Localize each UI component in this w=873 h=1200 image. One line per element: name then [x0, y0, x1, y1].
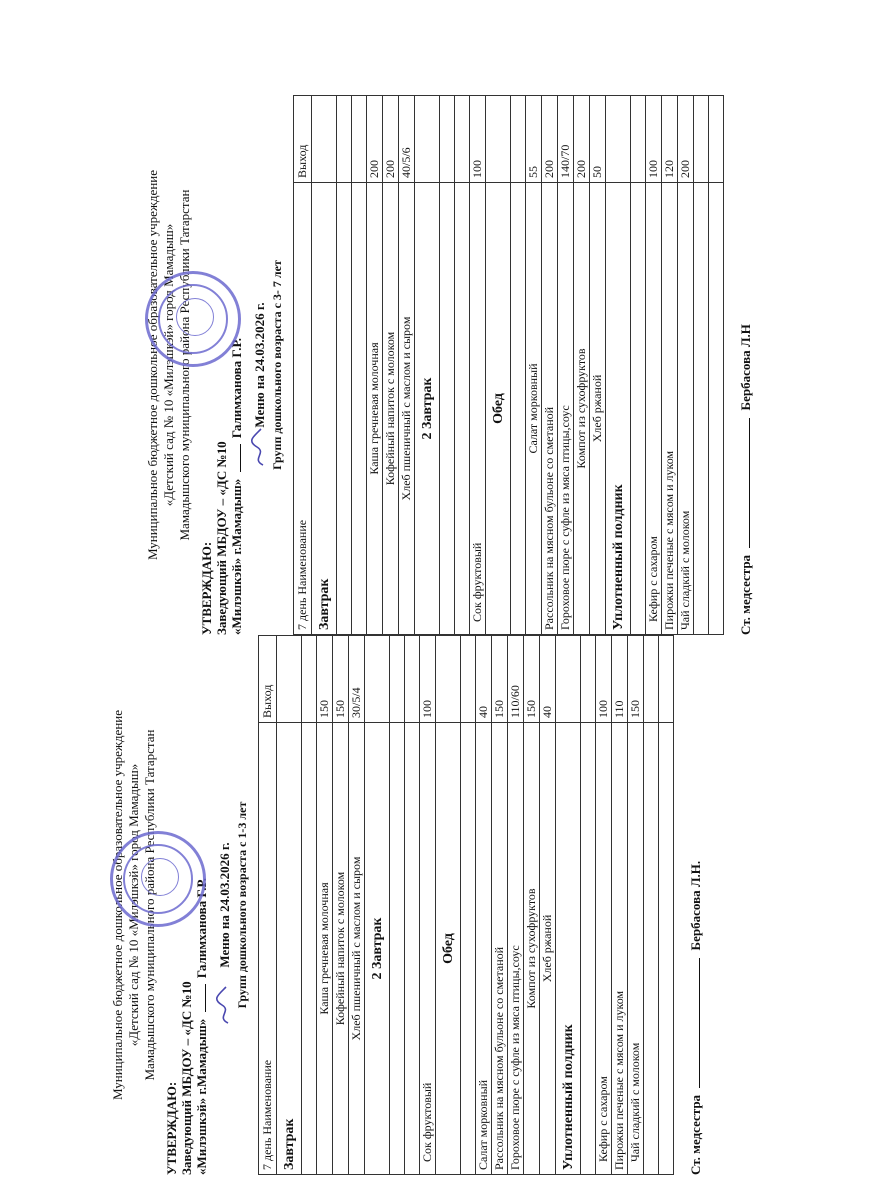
menu-subtitle: Групп дошкольного возраста с 3- 7 лет	[270, 260, 284, 470]
meal-title: Завтрак	[312, 183, 337, 635]
table-row	[476, 636, 492, 1175]
dish-output: 110	[612, 636, 628, 723]
dish-output: 100	[596, 636, 612, 723]
org-line-1: Муниципальное бюджетное дошкольное образовательное учреждение	[110, 710, 125, 1100]
meal-title: 2 Завтрак	[415, 183, 440, 635]
meal-title: 2 Завтрак	[365, 723, 390, 1175]
round-stamp-seal	[145, 271, 241, 367]
dish-name: Кефир с сахаром	[646, 183, 662, 635]
signature-line	[205, 985, 206, 1013]
dish-output: 200	[574, 96, 590, 183]
org-line-3: Мамадышского муниципального района Республики Татарстан	[177, 189, 192, 541]
meal-title: Завтрак	[277, 723, 302, 1175]
dish-output: 150	[317, 636, 333, 723]
dish-name: Компот из сухофруктов	[524, 723, 540, 1175]
meal-row-second-breakfast	[415, 96, 440, 635]
table-row	[526, 96, 542, 635]
meal-title: Уплотненный полдник	[556, 723, 581, 1175]
dish-name: Рассольник на мясном бульоне со сметаной	[542, 183, 558, 635]
approve-line: Заведующий МБДОУ – «ДС №10	[214, 441, 229, 635]
dish-name: Гороховое пюре с суфле из мяса птицы,соус	[558, 183, 574, 635]
table-row	[524, 636, 540, 1175]
signature-director	[249, 427, 269, 467]
signature-line	[749, 418, 750, 548]
signature-line	[240, 445, 241, 473]
dish-name: Рассольник на мясном бульоне со сметаной	[492, 723, 508, 1175]
meal-row-breakfast	[277, 636, 302, 1175]
footer-label: Ст. медсестра	[688, 1094, 703, 1175]
dish-output: 150	[524, 636, 540, 723]
approver-name: Галимханова Г.Р.	[194, 877, 209, 979]
table-row	[367, 96, 383, 635]
dish-output: 200	[678, 96, 694, 183]
dish-output: 100	[470, 96, 486, 183]
dish-output: 120	[662, 96, 678, 183]
table-row	[317, 636, 333, 1175]
menu-title: Меню на 24.03.2026 г.	[252, 302, 267, 428]
dish-name: Каша гречневая молочная	[367, 183, 383, 635]
signature-line	[699, 958, 700, 1088]
dish-name: Салат морковный	[476, 723, 492, 1175]
table-header-row	[259, 636, 277, 1175]
dish-output: 100	[646, 96, 662, 183]
meal-row-second-breakfast	[365, 636, 390, 1175]
menu-subtitle: Групп дошкольного возраста с 1-3 лет	[235, 801, 249, 1009]
col-header-name: 7 день Наименование	[259, 723, 277, 1175]
table-row	[333, 636, 349, 1175]
dish-name: Чай сладкий с молоком	[628, 723, 644, 1175]
org-line-1: Муниципальное бюджетное дошкольное образовательное учреждение	[145, 170, 160, 560]
table-row	[542, 96, 558, 635]
table-row	[596, 636, 612, 1175]
footer-name: Бербасова Л.Н.	[688, 860, 703, 951]
dish-output: 150	[492, 636, 508, 723]
dish-name: Каша гречневая молочная	[317, 723, 333, 1175]
dish-output: 40	[476, 636, 492, 723]
dish-output: 40/5/6	[399, 96, 415, 183]
table-header-row	[294, 96, 312, 635]
col-header-output: Выход	[294, 96, 312, 183]
dish-output: 150	[333, 636, 349, 723]
dish-name: Хлеб ржаной	[590, 183, 606, 635]
dish-output: 150	[628, 636, 644, 723]
round-stamp-seal	[110, 831, 206, 927]
menu-sheet-1-3	[110, 635, 703, 1175]
org-line-3: Мамадышского муниципального района Республики Татарстан	[142, 729, 157, 1081]
dish-name: Пирожки печеные с мясом и луком	[662, 183, 678, 635]
dish-name: Чай сладкий с молоком	[678, 183, 694, 635]
col-header-name: 7 день Наименование	[294, 183, 312, 635]
dish-name: Гороховое пюре с суфле из мяса птицы,соус	[508, 723, 524, 1175]
meal-row-lunch	[436, 636, 461, 1175]
menu-table	[293, 95, 724, 635]
dish-output: 200	[542, 96, 558, 183]
table-row	[574, 96, 590, 635]
table-row	[508, 636, 524, 1175]
dish-name: Кофейный напиток с молоком	[333, 723, 349, 1175]
dish-name: Компот из сухофруктов	[574, 183, 590, 635]
table-row	[420, 636, 436, 1175]
footer-label: Ст. медсестра	[738, 554, 753, 635]
footer-signature	[688, 635, 704, 1175]
menu-sheet-3-7	[145, 95, 753, 635]
approve-label: УТВЕРЖДАЮ:	[164, 1081, 179, 1175]
dish-output: 200	[383, 96, 399, 183]
dish-output: 110/60	[508, 636, 524, 723]
approve-line: Заведующий МБДОУ – «ДС №10	[179, 981, 194, 1175]
table-row	[590, 96, 606, 635]
dish-name: Хлеб ржаной	[540, 723, 556, 1175]
meal-title: Обед	[436, 723, 461, 1175]
menu-table	[258, 635, 674, 1175]
meal-title: Обед	[486, 183, 511, 635]
dish-name: Кефир с сахаром	[596, 723, 612, 1175]
table-row	[678, 96, 694, 635]
meal-row-snack	[606, 96, 631, 635]
meal-title: Уплотненный полдник	[606, 183, 631, 635]
dish-output: 55	[526, 96, 542, 183]
table-row	[558, 96, 574, 635]
table-row	[383, 96, 399, 635]
menu-title: Меню на 24.03.2026 г.	[217, 842, 232, 968]
table-row	[662, 96, 678, 635]
signature-director	[214, 985, 234, 1025]
dish-output: 40	[540, 636, 556, 723]
dish-output: 100	[420, 636, 436, 723]
approve-label: УТВЕРЖДАЮ:	[199, 541, 214, 635]
dish-output: 200	[367, 96, 383, 183]
dish-name: Хлеб пшеничный с маслом и сыром	[349, 723, 365, 1175]
dish-name: Сок фруктовый	[470, 183, 486, 635]
meal-row-breakfast	[312, 96, 337, 635]
dish-output: 30/5/4	[349, 636, 365, 723]
table-row	[349, 636, 365, 1175]
table-row	[612, 636, 628, 1175]
dish-name: Кофейный напиток с молоком	[383, 183, 399, 635]
dish-name: Хлеб пшеничный с маслом и сыром	[399, 183, 415, 635]
dish-name: Пирожки печеные с мясом и луком	[612, 723, 628, 1175]
table-row	[470, 96, 486, 635]
approver-name: Галимханова Г.Р.	[229, 337, 244, 439]
dish-output: 140/70	[558, 96, 574, 183]
dish-name: Сок фруктовый	[420, 723, 436, 1175]
table-row	[399, 96, 415, 635]
footer-name: Бербасова Л.Н	[738, 324, 753, 411]
approve-signature-row	[229, 95, 244, 635]
approve-city: «Милэшкэй» г.Мамадыш»	[229, 478, 244, 635]
table-row	[646, 96, 662, 635]
dish-name: Салат морковный	[526, 183, 542, 635]
org-line-2: «Детский сад № 10 «Милэшкэй» город Мамадыш»	[161, 223, 176, 507]
meal-row-lunch	[486, 96, 511, 635]
footer-signature	[738, 95, 754, 635]
table-row	[628, 636, 644, 1175]
meal-row-snack	[556, 636, 581, 1175]
dish-output: 50	[590, 96, 606, 183]
org-line-2: «Детский сад № 10 «Милэшкэй» город Мамадыш»	[126, 763, 141, 1047]
table-row	[492, 636, 508, 1175]
col-header-output: Выход	[259, 636, 277, 723]
approve-city: «Милэшкэй» г.Мамадыш»	[194, 1018, 209, 1175]
table-row	[540, 636, 556, 1175]
